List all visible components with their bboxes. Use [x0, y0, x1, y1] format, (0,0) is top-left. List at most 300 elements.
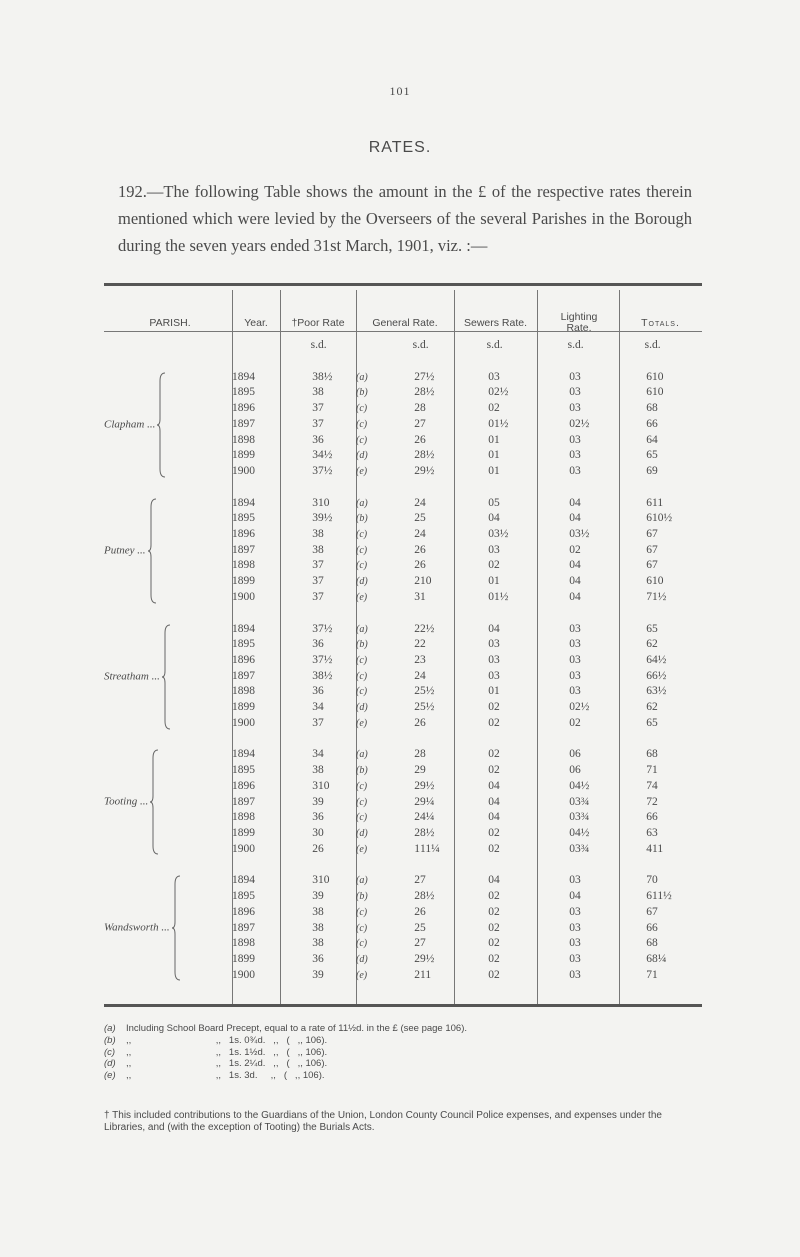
cell-year: 1895 — [232, 764, 255, 777]
cell-year: 1894 — [232, 622, 255, 635]
cell-lig-s: 0 — [569, 937, 575, 950]
cell-gen-s: 2 — [414, 653, 420, 666]
cell-gen-d: 9 — [420, 764, 426, 777]
cell-tot-s: 7 — [646, 779, 652, 792]
parish-name: Streatham — [104, 670, 149, 683]
cell-sew-d: 1 — [494, 575, 500, 588]
cell-sew-s: 0 — [488, 890, 494, 903]
cell-gen-s: 2 — [414, 402, 420, 415]
cell-tot-d: 7 — [652, 559, 658, 572]
cell-gen-lab: (d) — [356, 450, 368, 462]
cell-sew-d: 2 — [494, 937, 500, 950]
cell-tot-s: 6 — [646, 417, 652, 430]
cell-year: 1894 — [232, 748, 255, 761]
cell-sew-d: 4 — [494, 622, 500, 635]
cell-poor-s: 3 — [312, 716, 318, 729]
cell-tot-s: 6 — [646, 386, 652, 399]
cell-poor-d: 6 — [318, 685, 324, 698]
cell-year: 1900 — [232, 716, 255, 729]
cell-tot-d: 10 — [652, 386, 664, 399]
parish-name: Clapham — [104, 418, 145, 431]
cell-poor-s: 3 — [312, 826, 318, 839]
header-general-rate: General Rate. — [372, 317, 438, 329]
cell-tot-d: 6 — [652, 811, 658, 824]
cell-sew-s: 0 — [488, 464, 494, 477]
cell-gen-d: 6 — [420, 433, 426, 446]
cell-gen-d: 4 — [420, 669, 426, 682]
cell-sew-s: 0 — [488, 386, 494, 399]
cell-gen-lab: (a) — [356, 749, 368, 761]
cell-gen-d: 5½ — [420, 685, 435, 698]
cell-tot-d: 2 — [652, 701, 658, 714]
cell-gen-lab: (c) — [356, 544, 368, 556]
cell-tot-s: 6 — [646, 921, 652, 934]
cell-sew-s: 0 — [488, 905, 494, 918]
cell-gen-lab: (b) — [356, 387, 368, 399]
cell-poor-s: 3 — [312, 433, 318, 446]
cell-sew-d: 3 — [494, 653, 500, 666]
cell-sew-d: 2 — [494, 921, 500, 934]
cell-poor-d: 7 — [318, 559, 324, 572]
cell-poor-s: 3 — [312, 590, 318, 603]
cell-gen-s: 2 — [414, 464, 420, 477]
footnote-row — [104, 1023, 704, 1035]
leader-dots: ... — [144, 418, 156, 431]
cell-year: 1894 — [232, 370, 255, 383]
cell-gen-lab: (d) — [356, 827, 368, 839]
cell-poor-d: 9 — [318, 795, 324, 808]
cell-sew-d: 4 — [494, 512, 500, 525]
cell-tot-s: 7 — [646, 795, 652, 808]
cell-sew-s: 0 — [488, 842, 494, 855]
cell-gen-d: 4¼ — [420, 811, 435, 824]
cell-year: 1899 — [232, 826, 255, 839]
cell-poor-d: 8 — [318, 543, 324, 556]
cell-poor-d: 6 — [318, 638, 324, 651]
cell-gen-d: 6 — [420, 559, 426, 572]
cell-lig-d: 3 — [575, 638, 581, 651]
cell-poor-s: 3 — [312, 905, 318, 918]
cell-gen-lab: (c) — [356, 654, 368, 666]
cell-sew-d: 4 — [494, 779, 500, 792]
cell-tot-d: 11 — [652, 842, 664, 855]
cell-lig-s: 0 — [569, 512, 575, 525]
cell-poor-s: 3 — [312, 417, 318, 430]
cell-year: 1897 — [232, 543, 255, 556]
cell-tot-s: 6 — [646, 748, 652, 761]
cell-sew-s: 0 — [488, 716, 494, 729]
cell-poor-d: 7 — [318, 575, 324, 588]
cell-tot-d: 7 — [652, 528, 658, 541]
cell-gen-s: 2 — [414, 512, 420, 525]
cell-poor-s: 3 — [312, 890, 318, 903]
cell-sew-d: 2 — [494, 748, 500, 761]
cell-poor-s: 3 — [312, 638, 318, 651]
cell-gen-d: 9½ — [420, 779, 435, 792]
cell-gen-s: 2 — [414, 826, 420, 839]
cell-poor-d: 4 — [318, 701, 324, 714]
cell-poor-s: 3 — [312, 449, 318, 462]
cell-tot-d: 7 — [652, 543, 658, 556]
cell-tot-d: 7 — [652, 905, 658, 918]
unit-s: s. — [310, 339, 318, 351]
cell-gen-lab: (c) — [356, 670, 368, 682]
cell-poor-d: 8 — [318, 764, 324, 777]
cell-lig-s: 0 — [569, 638, 575, 651]
header-parish: PARISH. — [149, 317, 191, 329]
cell-sew-d: 2 — [494, 716, 500, 729]
cell-gen-s: 2 — [414, 370, 420, 383]
cell-poor-s: 3 — [312, 543, 318, 556]
cell-sew-s: 0 — [488, 543, 494, 556]
cell-tot-s: 6 — [646, 512, 652, 525]
cell-gen-d: 7 — [420, 417, 426, 430]
cell-sew-s: 0 — [488, 638, 494, 651]
cell-tot-s: 6 — [646, 402, 652, 415]
cell-lig-s: 0 — [569, 590, 575, 603]
cell-lig-s: 0 — [569, 890, 575, 903]
cell-tot-d: 5 — [652, 622, 658, 635]
footnote-row — [104, 1070, 704, 1082]
cell-sew-s: 0 — [488, 685, 494, 698]
cell-tot-d: 8 — [652, 937, 658, 950]
cell-gen-lab: (e) — [356, 465, 368, 477]
cell-gen-s: 2 — [414, 559, 420, 572]
cell-poor-d: 8 — [318, 937, 324, 950]
cell-year: 1898 — [232, 937, 255, 950]
cell-gen-lab: (a) — [356, 371, 368, 383]
cell-gen-s: 2 — [414, 952, 420, 965]
curly-brace-icon — [148, 497, 158, 605]
parish-cell — [104, 622, 232, 732]
cell-gen-s: 2 — [414, 685, 420, 698]
cell-lig-d: 3 — [575, 402, 581, 415]
cell-year: 1900 — [232, 842, 255, 855]
cell-sew-d: 2½ — [494, 386, 509, 399]
cell-poor-d: 9½ — [318, 512, 333, 525]
cell-gen-lab: (c) — [356, 938, 368, 950]
cell-tot-s: 6 — [646, 622, 652, 635]
cell-gen-lab: (b) — [356, 765, 368, 777]
cell-lig-s: 0 — [569, 779, 575, 792]
cell-lig-s: 0 — [569, 905, 575, 918]
cell-sew-s: 0 — [488, 811, 494, 824]
cell-year: 1900 — [232, 968, 255, 981]
cell-lig-d: 4 — [575, 512, 581, 525]
cell-year: 1895 — [232, 638, 255, 651]
cell-year: 1896 — [232, 402, 255, 415]
cell-tot-d: 8¼ — [652, 952, 667, 965]
cell-poor-s: 3 — [312, 748, 318, 761]
cell-gen-lab: (b) — [356, 891, 368, 903]
cell-poor-s: 2 — [312, 842, 318, 855]
footnote-text: ,, ,, 1s. 0¾d. ,, ( ,, 106). — [126, 1034, 328, 1046]
cell-tot-d: 11 — [652, 496, 664, 509]
cell-gen-lab: (c) — [356, 560, 368, 572]
cell-poor-d: 4½ — [318, 449, 333, 462]
cell-sew-s: 0 — [488, 826, 494, 839]
cell-year: 1895 — [232, 890, 255, 903]
cell-gen-lab: (e) — [356, 591, 368, 603]
cell-lig-d: 3½ — [575, 528, 590, 541]
cell-gen-lab: (c) — [356, 812, 368, 824]
cell-lig-s: 0 — [569, 968, 575, 981]
cell-lig-s: 0 — [569, 417, 575, 430]
cell-sew-s: 0 — [488, 795, 494, 808]
cell-gen-d: 11 — [420, 968, 432, 981]
cell-gen-lab: (e) — [356, 969, 368, 981]
footnote-text: ,, ,, 1s. 1½d. ,, ( ,, 106). — [126, 1046, 328, 1058]
cell-gen-s: 2 — [414, 795, 420, 808]
cell-lig-d: 3 — [575, 937, 581, 950]
cell-poor-s: 3 — [312, 653, 318, 666]
cell-sew-s: 0 — [488, 402, 494, 415]
cell-gen-lab: (c) — [356, 796, 368, 808]
cell-gen-lab: (a) — [356, 497, 368, 509]
cell-sew-s: 0 — [488, 764, 494, 777]
cell-tot-s: 6 — [646, 433, 652, 446]
cell-tot-d: 10 — [652, 575, 664, 588]
cell-tot-s: 6 — [646, 685, 652, 698]
cell-sew-s: 0 — [488, 779, 494, 792]
cell-lig-d: 3 — [575, 669, 581, 682]
curly-brace-icon — [162, 623, 172, 731]
unit-d: d. — [652, 339, 661, 351]
cell-poor-s: 3 — [312, 937, 318, 950]
cell-lig-d: 4 — [575, 890, 581, 903]
cell-gen-s: 2 — [414, 874, 420, 887]
cell-sew-d: 4 — [494, 874, 500, 887]
parish-cell — [104, 873, 232, 983]
cell-gen-d: 8½ — [420, 386, 435, 399]
cell-tot-d: 6 — [652, 417, 658, 430]
cell-poor-s: 3 — [312, 622, 318, 635]
cell-gen-d: 8½ — [420, 890, 435, 903]
cell-tot-d: 10 — [652, 370, 664, 383]
cell-sew-s: 0 — [488, 921, 494, 934]
cell-sew-s: 0 — [488, 874, 494, 887]
cell-poor-s: 3 — [312, 575, 318, 588]
cell-gen-lab: (d) — [356, 702, 368, 714]
cell-gen-lab: (c) — [356, 686, 368, 698]
group-spacer — [104, 731, 702, 747]
cell-gen-s: 2 — [414, 716, 420, 729]
cell-year: 1897 — [232, 669, 255, 682]
cell-tot-d: 4 — [652, 433, 658, 446]
header-underline — [232, 331, 702, 332]
cell-tot-d: 9 — [652, 464, 658, 477]
unit-s: s. — [644, 339, 652, 351]
cell-tot-d: 3 — [652, 826, 658, 839]
footnote-row — [104, 1047, 704, 1059]
cell-sew-d: 2 — [494, 559, 500, 572]
cell-sew-s: 0 — [488, 559, 494, 572]
cell-gen-d: 4 — [420, 496, 426, 509]
cell-sew-d: 1 — [494, 433, 500, 446]
header-underline — [104, 331, 232, 332]
parish-cell — [104, 747, 232, 857]
cell-poor-d: 8 — [318, 905, 324, 918]
cell-sew-d: 2 — [494, 701, 500, 714]
unit-s: s. — [412, 339, 420, 351]
cell-gen-s: 1 — [414, 842, 420, 855]
cell-lig-s: 0 — [569, 559, 575, 572]
header-sewers-rate: Sewers Rate. — [463, 317, 528, 329]
cell-poor-s: 3 — [312, 701, 318, 714]
cell-poor-s: 3 — [312, 559, 318, 572]
cell-tot-d: 0 — [652, 874, 658, 887]
cell-lig-d: 3 — [575, 464, 581, 477]
cell-lig-d: 2½ — [575, 701, 590, 714]
cell-gen-d: 7 — [420, 874, 426, 887]
cell-lig-d: 3 — [575, 968, 581, 981]
parish-name: Wandsworth — [104, 921, 159, 934]
cell-sew-d: 3½ — [494, 528, 509, 541]
unit-d: d. — [420, 339, 429, 351]
table-row — [104, 622, 702, 638]
cell-lig-d: 3 — [575, 685, 581, 698]
cell-tot-d: 11½ — [652, 890, 672, 903]
cell-tot-s: 6 — [646, 811, 652, 824]
cell-sew-d: 2 — [494, 826, 500, 839]
cell-poor-s: 3 — [312, 685, 318, 698]
cell-tot-s: 6 — [646, 716, 652, 729]
cell-sew-d: 2 — [494, 764, 500, 777]
curly-brace-icon — [172, 874, 182, 982]
cell-lig-s: 0 — [569, 449, 575, 462]
cell-year: 1898 — [232, 433, 255, 446]
cell-tot-s: 6 — [646, 952, 652, 965]
cell-gen-s: 2 — [414, 622, 420, 635]
units-row — [104, 338, 702, 354]
cell-lig-d: 3 — [575, 874, 581, 887]
cell-lig-d: 4 — [575, 590, 581, 603]
cell-lig-d: 3 — [575, 952, 581, 965]
cell-gen-s: 2 — [414, 386, 420, 399]
cell-lig-d: 6 — [575, 748, 581, 761]
cell-sew-d: 2 — [494, 968, 500, 981]
footnote-row — [104, 1058, 704, 1070]
cell-poor-d: 7 — [318, 716, 324, 729]
cell-lig-s: 0 — [569, 952, 575, 965]
cell-poor-d: 8½ — [318, 669, 333, 682]
footnote-key: (b) — [104, 1034, 116, 1046]
header-lighting-rate: Lighting Rate. — [560, 311, 598, 334]
cell-sew-s: 0 — [488, 701, 494, 714]
cell-lig-s: 0 — [569, 386, 575, 399]
cell-gen-lab: (a) — [356, 875, 368, 887]
cell-gen-d: 6 — [420, 543, 426, 556]
cell-sew-s: 0 — [488, 370, 494, 383]
cell-sew-s: 0 — [488, 433, 494, 446]
cell-sew-s: 0 — [488, 968, 494, 981]
cell-lig-s: 0 — [569, 874, 575, 887]
cell-lig-s: 0 — [569, 795, 575, 808]
cell-gen-lab: (b) — [356, 513, 368, 525]
cell-tot-d: 6½ — [652, 669, 667, 682]
table-row — [104, 370, 702, 386]
footnote-key: (d) — [104, 1058, 116, 1070]
cell-sew-d: 2 — [494, 402, 500, 415]
cell-tot-s: 6 — [646, 543, 652, 556]
cell-year: 1895 — [232, 512, 255, 525]
cell-sew-d: 3 — [494, 370, 500, 383]
cell-tot-s: 6 — [646, 638, 652, 651]
table-top-rule — [104, 283, 702, 286]
cell-gen-lab: (e) — [356, 717, 368, 729]
cell-gen-s: 2 — [414, 543, 420, 556]
cell-year: 1896 — [232, 779, 255, 792]
cell-sew-d: 4 — [494, 795, 500, 808]
cell-lig-s: 0 — [569, 842, 575, 855]
cell-sew-s: 0 — [488, 669, 494, 682]
footnote-text: ,, ,, 1s. 2¼d. ,, ( ,, 106). — [126, 1058, 328, 1070]
table-bottom-rule — [104, 1004, 702, 1007]
cell-gen-lab: (c) — [356, 403, 368, 415]
cell-tot-s: 6 — [646, 559, 652, 572]
cell-poor-d: 8 — [318, 386, 324, 399]
cell-year: 1894 — [232, 496, 255, 509]
header-poor-rate: †Poor Rate — [291, 317, 345, 329]
cell-gen-s: 2 — [414, 921, 420, 934]
cell-sew-d: 1½ — [494, 417, 509, 430]
group-spacer — [104, 606, 702, 622]
cell-tot-d: 10½ — [652, 512, 673, 525]
cell-sew-s: 0 — [488, 622, 494, 635]
cell-poor-d: 6 — [318, 842, 324, 855]
cell-lig-s: 0 — [569, 496, 575, 509]
cell-poor-d: 6 — [318, 433, 324, 446]
cell-gen-d: 9½ — [420, 952, 435, 965]
cell-poor-d: 8½ — [318, 370, 333, 383]
unit-d: d. — [575, 339, 584, 351]
cell-lig-s: 0 — [569, 826, 575, 839]
cell-gen-d: 11¼ — [420, 842, 440, 855]
cell-lig-s: 0 — [569, 528, 575, 541]
cell-gen-s: 2 — [414, 890, 420, 903]
cell-poor-d: 10 — [318, 496, 330, 509]
cell-tot-d: 1 — [652, 968, 658, 981]
cell-gen-s: 2 — [414, 968, 420, 981]
cell-lig-d: 3 — [575, 433, 581, 446]
cell-lig-s: 0 — [569, 543, 575, 556]
cell-lig-s: 0 — [569, 764, 575, 777]
page-title: RATES. — [368, 139, 432, 156]
cell-lig-s: 0 — [569, 433, 575, 446]
footnote-key: (c) — [104, 1046, 116, 1058]
cell-sew-d: 3 — [494, 638, 500, 651]
cell-poor-s: 3 — [312, 968, 318, 981]
cell-lig-s: 0 — [569, 622, 575, 635]
cell-tot-s: 6 — [646, 528, 652, 541]
cell-gen-d: 5½ — [420, 701, 435, 714]
cell-gen-s: 2 — [414, 496, 420, 509]
cell-poor-s: 3 — [312, 464, 318, 477]
cell-lig-d: 2½ — [575, 417, 590, 430]
cell-lig-s: 0 — [569, 748, 575, 761]
cell-gen-s: 2 — [414, 417, 420, 430]
cell-gen-d: 2 — [420, 638, 426, 651]
cell-sew-s: 0 — [488, 952, 494, 965]
unit-d: d. — [318, 339, 327, 351]
cell-year: 1899 — [232, 701, 255, 714]
cell-gen-s: 2 — [414, 748, 420, 761]
cell-gen-d: 9½ — [420, 464, 435, 477]
cell-sew-d: 2 — [494, 905, 500, 918]
cell-poor-d: 6 — [318, 811, 324, 824]
cell-poor-s: 3 — [312, 386, 318, 399]
cell-lig-d: 3 — [575, 905, 581, 918]
